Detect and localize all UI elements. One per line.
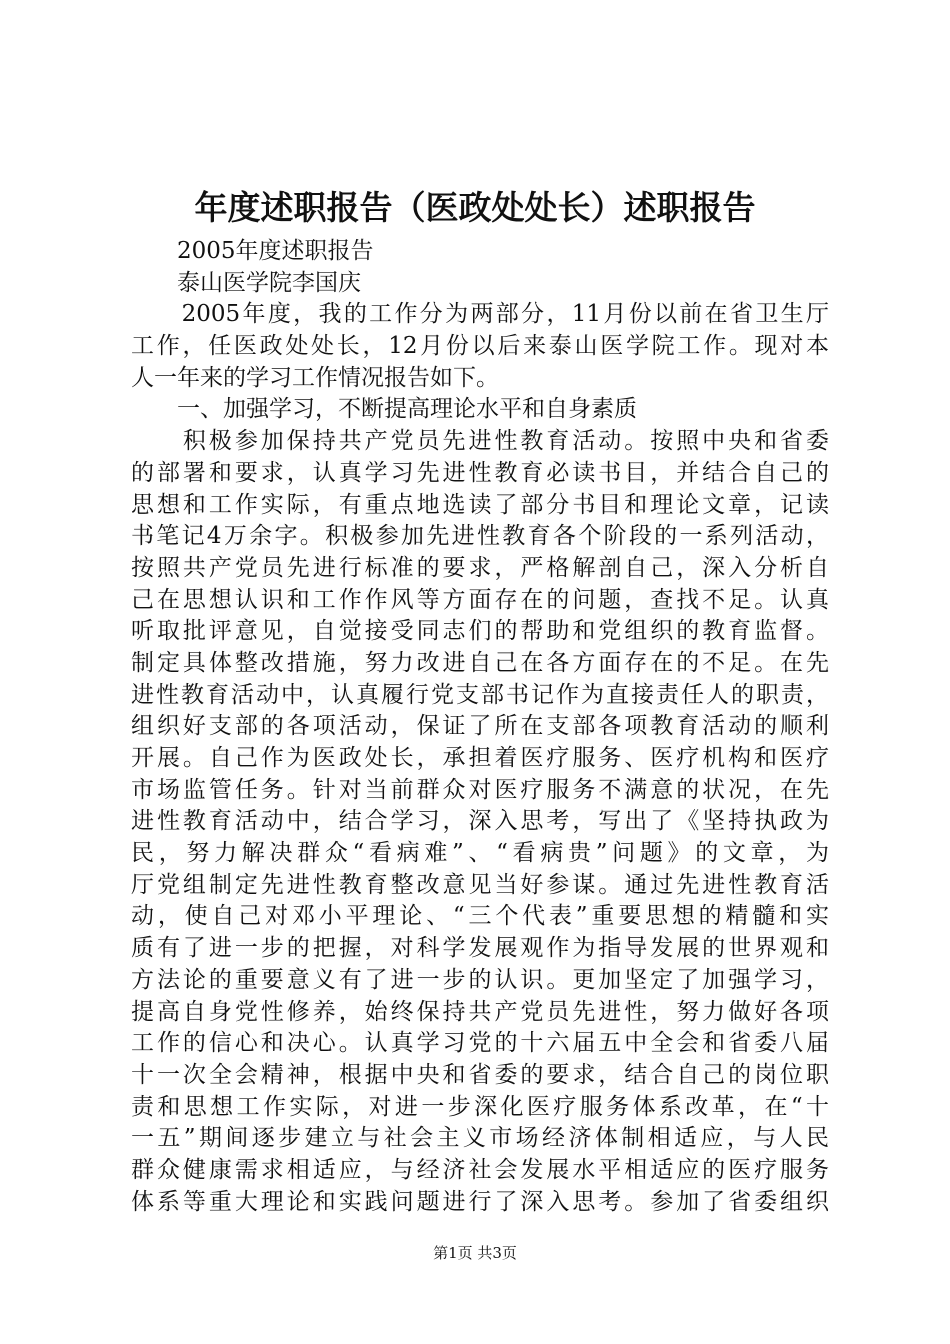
body-line: 进性教育活动中，认真履行党支部书记作为直接责任人的职责， [131, 681, 829, 708]
body-line: 2005年度，我的工作分为两部分，11月份以前在省卫生厅 [131, 301, 829, 328]
body-line: 开展。自己作为医政处长，承担着医疗服务、医疗机构和医疗 [131, 745, 829, 771]
body-line: 方法论的重要意义有了进一步的认识。更加坚定了加强学习， [131, 966, 829, 993]
body-line: 人一年来的学习工作情况报告如下。 [131, 364, 499, 391]
body-line: 一、加强学习，不断提高理论水平和自身素质 [131, 396, 637, 423]
body-line: 2005年度述职报告 [131, 238, 374, 264]
body-line: 积极参加保持共产党员先进性教育活动。按照中央和省委 [131, 428, 829, 455]
body-line: 体系等重大理论和实践问题进行了深入思考。参加了省委组织 [131, 1188, 829, 1215]
body-line: 工作的信心和决心。认真学习党的十六届五中全会和省委八届 [131, 1030, 829, 1057]
body-line: 民，努力解决群众“看病难”、“看病贵”问题》的文章，为 [131, 840, 829, 867]
body-line: 质有了进一步的把握，对科学发展观作为指导发展的世界观和 [131, 935, 829, 962]
body-line: 市场监管任务。针对当前群众对医疗服务不满意的状况，在先 [131, 776, 829, 803]
body-line: 书笔记4万余字。积极参加先进性教育各个阶段的一系列活动， [131, 523, 829, 550]
body-line: 听取批评意见，自觉接受同志们的帮助和党组织的教育监督。 [131, 618, 829, 645]
body-line: 泰山医学院李国庆 [131, 269, 361, 296]
body-line: 提高自身党性修养，始终保持共产党员先进性，努力做好各项 [131, 998, 829, 1025]
body-line: 十一次全会精神，根据中央和省委的要求，结合自己的岗位职 [131, 1061, 829, 1088]
page-footer: 第1页 共3页 [433, 1244, 517, 1262]
document-title: 年度述职报告（医政处处长）述职报告 [194, 188, 756, 227]
body-line: 己在思想认识和工作作风等方面存在的问题，查找不足。认真 [131, 586, 829, 613]
body-line: 责和思想工作实际，对进一步深化医疗服务体系改革，在“十 [131, 1093, 829, 1120]
body-line: 动，使自己对邓小平理论、“三个代表”重要思想的精髓和实 [131, 903, 829, 930]
body-line: 思想和工作实际，有重点地选读了部分书目和理论文章，记读 [131, 491, 829, 518]
document-body [131, 236, 829, 1218]
body-line: 制定具体整改措施，努力改进自己在各方面存在的不足。在先 [131, 649, 829, 676]
body-line: 组织好支部的各项活动，保证了所在支部各项教育活动的顺利 [131, 713, 829, 740]
body-line: 按照共产党员先进行标准的要求，严格解剖自己，深入分析自 [131, 554, 829, 581]
body-line: 厅党组制定先进性教育整改意见当好参谋。通过先进性教育活 [131, 871, 829, 898]
body-line: 工作，任医政处处长，12月份以后来泰山医学院工作。现对本 [131, 333, 829, 360]
body-line: 群众健康需求相适应，与经济社会发展水平相适应的医疗服务 [131, 1156, 829, 1183]
body-line: 进性教育活动中，结合学习，深入思考，写出了《坚持执政为 [131, 808, 829, 835]
body-line: 一五”期间逐步建立与社会主义市场经济体制相适应，与人民 [131, 1125, 829, 1152]
body-line: 的部署和要求，认真学习先进性教育必读书目，并结合自己的 [131, 459, 829, 486]
